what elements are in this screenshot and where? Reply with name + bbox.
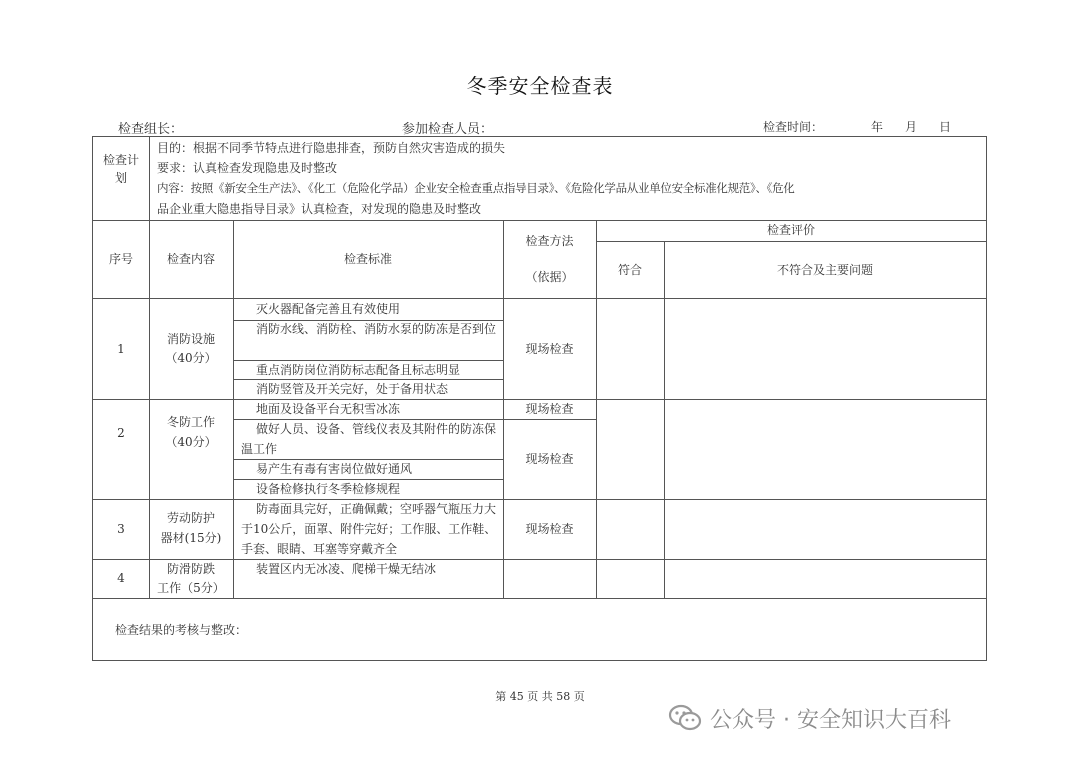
row2-divider: [93, 499, 986, 500]
day-label: 日: [939, 120, 952, 134]
col-standard: 检查标准: [343, 252, 392, 266]
wechat-watermark: [668, 700, 951, 736]
result-label: 检查结果的考核与整改：: [115, 623, 248, 637]
plan-content-line2: 品企业重大隐患指导目录》认真检查，对发现的隐患及时整改: [157, 202, 482, 216]
row2-method-b: 现场检查: [525, 452, 574, 466]
row2-method-a: 现场检查: [525, 402, 574, 416]
plan-purpose: 目的：根据不同季节特点进行隐患排查，预防自然灾害造成的损失: [157, 141, 506, 155]
row2-seq: 2: [117, 426, 125, 440]
row4-score: 工作（5分）: [157, 581, 225, 595]
row1-seq: 1: [117, 342, 125, 356]
month-label: 月: [905, 120, 918, 134]
row2-content: 冬防工作: [166, 415, 215, 429]
row2-standard-2: 做好人员、设备、管线仪表及其附件的防冻保温工作: [241, 422, 497, 456]
inspection-table: [92, 136, 987, 661]
row3-seq: 3: [117, 522, 125, 536]
header-divider: [93, 298, 986, 299]
row1-standard-2: 消防水线、消防栓、消防水泵的防冻是否到位: [256, 322, 497, 336]
page-number: 第 45 页 共 58 页: [495, 690, 585, 703]
col-conform: 符合: [617, 263, 642, 277]
row4-content: 防滑防跌: [166, 562, 215, 576]
row4-standard-1: 装置区内无冰凌、爬梯干燥无结冰: [256, 562, 437, 576]
row1-standard-4: 消防竖管及开关完好，处于备用状态: [256, 382, 449, 396]
col-seq: 序号: [108, 252, 133, 266]
document-title: 冬季安全检查表: [466, 74, 614, 98]
plan-requirement: 要求：认真检查发现隐患及时整改: [157, 161, 338, 175]
plan-label: 检查计划: [103, 153, 140, 185]
row3-method: 现场检查: [525, 522, 574, 536]
row1-score: （40分）: [165, 351, 217, 365]
row2-score: （40分）: [165, 435, 217, 449]
watermark-text: 公众号 · 安全知识大百科: [710, 707, 951, 733]
row1-method: 现场检查: [525, 342, 574, 356]
row1-content: 消防设施: [166, 332, 215, 346]
year-label: 年: [871, 120, 884, 134]
row3-standard-1: 防毒面具完好，正确佩戴；空呼器气瓶压力大于10公斤，面罩、附件完好；工作服、工作鞋、手套、眼睛、耳塞等穿戴齐全: [241, 502, 497, 556]
row3-score: 器材(15分): [160, 531, 222, 545]
leader-label: 检查组长：: [118, 122, 184, 137]
wechat-icon: [668, 703, 702, 733]
members-label: 参加检查人员：: [402, 122, 494, 137]
row3-content: 劳动防护: [166, 511, 215, 525]
col-content: 检查内容: [166, 252, 215, 266]
row2-standard-3: 易产生有毒有害岗位做好通风: [256, 462, 413, 476]
row4-seq: 4: [117, 571, 125, 585]
evaluation-divider: [596, 241, 986, 242]
row4-divider: [93, 598, 986, 599]
col-method-basis: （依据）: [525, 270, 574, 284]
col-nonconform: 不符合及主要问题: [776, 263, 873, 277]
col-method: 检查方法: [525, 234, 574, 248]
row2-standard-4: 设备检修执行冬季检修规程: [256, 482, 401, 496]
col-evaluation: 检查评价: [766, 223, 815, 237]
time-label: 检查时间：: [763, 120, 824, 134]
row2-standard-1: 地面及设备平台无积雪冰冻: [256, 402, 401, 416]
row1-standard-3: 重点消防岗位消防标志配备且标志明显: [256, 363, 461, 377]
plan-content-line1: 内容：按照《新安全生产法》、《化工（危险化学品）企业安全检查重点指导目录》、《危险化学品从业单位安全标准化规范》、《危化: [157, 181, 795, 195]
row1-standard-1: 灭火器配备完善且有效使用: [256, 302, 401, 316]
